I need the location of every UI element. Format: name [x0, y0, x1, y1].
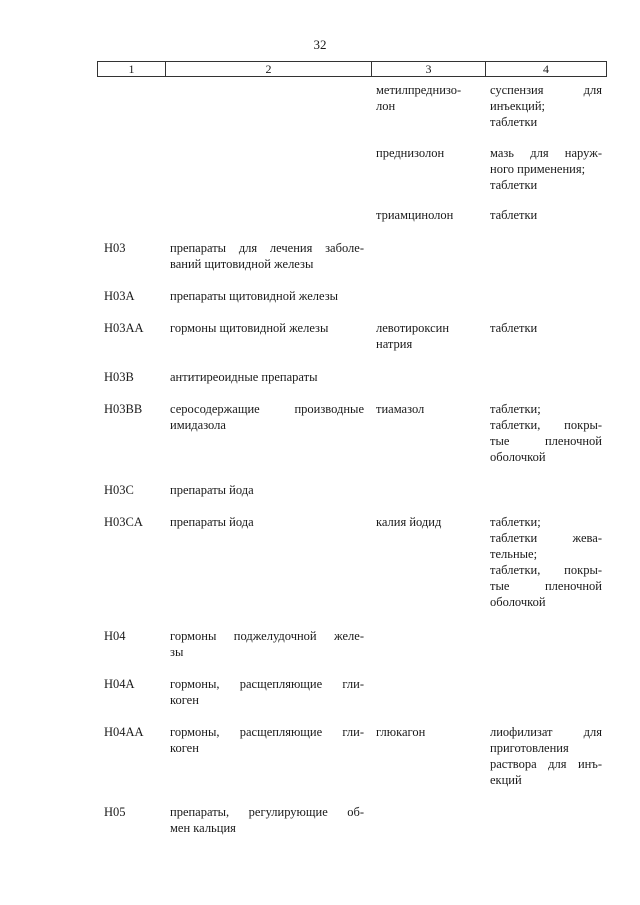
dosage-form-line: ного применения;: [490, 162, 586, 176]
dosage-form: [490, 145, 602, 193]
dosage-form-line: тые пленочной: [490, 434, 602, 448]
dosage-form-line: тельные;: [490, 547, 538, 561]
group-name: [170, 320, 364, 336]
dosage-form: [490, 82, 602, 130]
drug-name-line: метилпреднизо-: [376, 83, 462, 97]
group-name-line: гормоны щитовидной железы: [170, 321, 329, 335]
group-name-line: препараты для лечения заболе-: [170, 241, 364, 255]
dosage-form-line: таблетки;: [490, 402, 541, 416]
drug-name-line: лон: [376, 99, 396, 113]
atc-code: H04AA: [104, 725, 144, 739]
table-header: [97, 61, 607, 77]
group-name-line: коген: [170, 741, 199, 755]
dosage-form-line: таблетки, покры-: [490, 563, 602, 577]
dosage-form-line: лиофилизат для: [490, 725, 602, 739]
group-name: [170, 240, 364, 272]
drug-name-line: натрия: [376, 337, 413, 351]
group-name: [170, 288, 364, 304]
drug-name-line: левотироксин: [376, 321, 450, 335]
dosage-form-line: оболочкой: [490, 595, 546, 609]
dosage-form-line: екций: [490, 773, 522, 787]
drug-name-line: триамцинолон: [376, 208, 454, 222]
dosage-form-line: мазь для наруж-: [490, 146, 602, 160]
group-name-line: коген: [170, 693, 199, 707]
group-name-line: препараты щитовидной железы: [170, 289, 339, 303]
atc-code: H05: [104, 805, 126, 819]
group-name-line: имидазола: [170, 418, 226, 432]
group-name: [170, 482, 364, 498]
atc-code: H03A: [104, 289, 135, 303]
group-name-line: препараты йода: [170, 515, 254, 529]
dosage-form-line: инъекций;: [490, 99, 546, 113]
dosage-form: [490, 514, 602, 610]
dosage-form: [490, 724, 602, 788]
group-name-line: серосодержащие производные: [170, 402, 364, 416]
dosage-form-line: таблетки;: [490, 515, 541, 529]
group-name: [170, 804, 364, 836]
drug-name: [376, 724, 476, 740]
dosage-form-line: таблетки: [490, 321, 538, 335]
drug-name: [376, 82, 476, 114]
dosage-form-line: таблетки: [490, 178, 538, 192]
group-name: [170, 724, 364, 756]
group-name-line: гормоны, расщепляющие гли-: [170, 725, 364, 739]
dosage-form-line: раствора для инъ-: [490, 757, 602, 771]
dosage-form-line: приготовления: [490, 741, 569, 755]
group-name-line: препараты йода: [170, 483, 254, 497]
drug-name: [376, 145, 476, 161]
group-name-line: ваний щитовидной железы: [170, 257, 314, 271]
dosage-form: [490, 207, 602, 223]
column-header-1: 1: [97, 62, 165, 76]
atc-code: H03C: [104, 483, 134, 497]
dosage-form: [490, 401, 602, 465]
group-name-line: гормоны, расщепляющие гли-: [170, 677, 364, 691]
group-name: [170, 676, 364, 708]
drug-name-line: калия йодид: [376, 515, 442, 529]
drug-name-line: глюкагон: [376, 725, 426, 739]
dosage-form: [490, 320, 602, 336]
atc-code: H03BB: [104, 402, 143, 416]
drug-name-line: преднизолон: [376, 146, 445, 160]
page-number: 32: [313, 37, 327, 52]
dosage-form-line: оболочкой: [490, 450, 546, 464]
dosage-form-line: таблетки: [490, 115, 538, 129]
atc-code: H03B: [104, 370, 134, 384]
column-header-4: 4: [485, 62, 607, 76]
group-name-line: препараты, регулирующие об-: [170, 805, 364, 819]
atc-code: H04: [104, 629, 126, 643]
group-name-line: мен кальция: [170, 821, 236, 835]
atc-code: H03CA: [104, 515, 143, 529]
atc-code: H03AA: [104, 321, 144, 335]
dosage-form-line: суспензия для: [490, 83, 602, 97]
drug-name: [376, 401, 476, 417]
atc-code: H03: [104, 241, 126, 255]
column-header-3: 3: [371, 62, 485, 76]
drug-name: [376, 514, 476, 530]
group-name: [170, 401, 364, 433]
drug-name: [376, 207, 476, 223]
group-name: [170, 514, 364, 530]
drug-name: [376, 320, 476, 352]
dosage-form-line: таблетки: [490, 208, 538, 222]
atc-code: H04A: [104, 677, 135, 691]
group-name-line: гормоны поджелудочной желе-: [170, 629, 364, 643]
group-name: [170, 628, 364, 660]
dosage-form-line: таблетки, покры-: [490, 418, 602, 432]
drug-name-line: тиамазол: [376, 402, 425, 416]
group-name-line: антитиреоидные препараты: [170, 370, 318, 384]
group-name: [170, 369, 364, 385]
group-name-line: зы: [170, 645, 184, 659]
dosage-form-line: таблетки жева-: [490, 531, 602, 545]
dosage-form-line: тые пленочной: [490, 579, 602, 593]
column-header-2: 2: [165, 62, 371, 76]
